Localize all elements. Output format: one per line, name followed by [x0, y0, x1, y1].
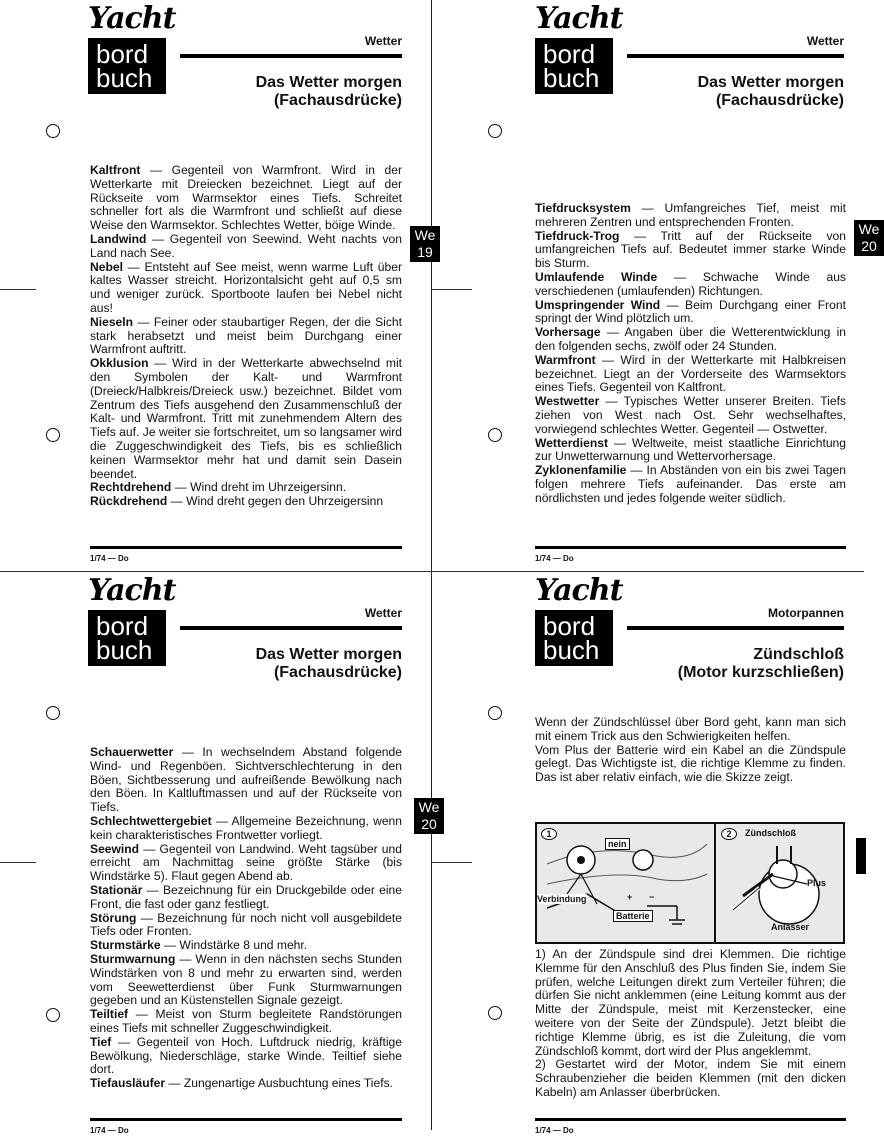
logo-script: Yacht: [88, 1, 176, 36]
title-line2: (Motor kurzschließen): [677, 664, 844, 681]
category-label: Wetter: [364, 606, 402, 620]
footer-code: 1/74 — Do: [535, 554, 574, 563]
logo-line1: bord: [96, 39, 149, 69]
logo-line1: bord: [543, 39, 596, 69]
entry: Sturmwarnung — Wenn in den nächsten sechs Stunden Windstärken von 8 und mehr zu erwarten sind, werden vom Seewetterdienst über Funk Sturmwarnungen gegeben und an Küstenstellen Signale gezeigt.: [90, 951, 402, 1008]
punch-hole: [488, 124, 502, 138]
logo-line2: buch: [543, 63, 600, 93]
entry: Sturmstärke — Windstärke 8 und mehr.: [90, 938, 308, 953]
entry: Nieseln — Feiner oder staubartiger Regen, der die Sicht stark herabsetzt und meist beim Durchgang einer Warmfront auftritt.: [90, 314, 402, 357]
tab-code: We: [418, 799, 440, 815]
logo-line2: buch: [96, 63, 153, 93]
step-paragraph: 2) Gestartet wird der Motor, indem Sie mit einem Schraubenzieher die beiden Klemmen (mit den dicken Kabeln) am Anlasser überbrücken.: [535, 1057, 846, 1099]
tab-number: 20: [861, 238, 877, 254]
logo-box: [535, 610, 613, 666]
label-anlasser: Anlasser: [771, 922, 810, 932]
entry: Nebel — Entsteht auf See meist, wenn warme Luft über kaltes Wasser streicht. Horizontalsicht geht auf 0,5 sm und weniger zurück. Sportboote laufen bei Nebel nicht aus!: [90, 259, 402, 315]
intro-text: [535, 716, 846, 785]
footer-rule: [535, 1118, 846, 1121]
footer-code: 1/74 — Do: [90, 554, 129, 563]
entry: Landwind — Gegenteil von Seewind. Weht nachts von Land nach See.: [90, 231, 402, 260]
entry: Schauerwetter — In wechselndem Abstand folgende Wind- und Regenböen. Sichtverschlechterung in den Böen, Sichtbesserung und aufreißende Bewölkung nach den Böen. In Kaltluftmassen und auf der Rückseite von Tiefs.: [90, 745, 402, 815]
yacht-bordbuch-logo: [88, 2, 188, 94]
entry: Umlaufende Winde — Schwache Winde aus verschiedenen (umlaufenden) Richtungen.: [535, 269, 846, 298]
header-rule: [180, 54, 402, 58]
card-title: [698, 74, 844, 110]
section-tab: [854, 220, 884, 256]
title-line1: Das Wetter morgen: [255, 74, 402, 91]
logo-script: Yacht: [88, 573, 176, 608]
sketch-number-1: 1: [541, 828, 557, 840]
card-wetter-19: [0, 0, 436, 565]
punch-hole: [46, 706, 60, 720]
punch-hole: [488, 428, 502, 442]
glossary-body: [535, 202, 846, 506]
card-title: [256, 74, 402, 110]
card-motorpannen: [432, 572, 864, 1137]
entry: Tiefausläufer — Zungenartige Ausbuchtung eines Tiefs.: [90, 1076, 393, 1091]
punch-hole: [46, 124, 60, 138]
punch-hole: [488, 1006, 502, 1020]
tab-code: We: [858, 221, 880, 237]
logo-box: [535, 38, 613, 94]
title-line1: Das Wetter morgen: [697, 74, 844, 91]
logo-line1: bord: [543, 611, 596, 641]
entry: Rückdrehend — Wind dreht gegen den Uhrzeigersinn: [90, 494, 384, 509]
logo-script: Yacht: [535, 573, 623, 608]
entry: Tiefdruck-Trog — Tritt auf der Rückseite von umfangreichen Tiefs auf. Bedeutet immer starke Winde bis Sturm.: [535, 228, 846, 271]
tab-number: 20: [421, 816, 437, 832]
logo-box: [88, 38, 166, 94]
footer-code: 1/74 — Do: [90, 1126, 129, 1135]
title-line1: Zündschloß: [753, 646, 844, 663]
entry: Stationär — Bezeichnung für ein Druckgebilde oder eine Front, die fast oder ganz festliegt.: [90, 882, 402, 911]
instruction-steps: [535, 948, 846, 1100]
logo-line1: bord: [96, 611, 149, 641]
entry: Tief — Gegenteil von Hoch. Luftdruck niedrig, kräftige Bewölkung, Niederschläge, starke Winde. Teiltief siehe dort.: [90, 1034, 402, 1077]
tab-number: 19: [417, 244, 433, 260]
section-tab: [856, 838, 866, 874]
entry: Umspringender Wind — Beim Durchgang einer Front springt der Wind plötzlich um.: [535, 297, 846, 326]
entry: Teiltief — Meist von Sturm begleitete Randstörungen eines Tiefs mit schneller Zuggeschwindigkeit.: [90, 1007, 402, 1035]
category-label: Motorpannen: [768, 606, 844, 620]
label-verbindung: Verbindung: [537, 894, 587, 904]
entry: Störung — Bezeichnung für noch nicht voll ausgebildete Tiefs oder Fronten.: [90, 910, 402, 939]
sketch-number-2: 2: [721, 828, 737, 840]
glossary-body: [90, 746, 402, 1091]
yacht-bordbuch-logo: [88, 574, 188, 666]
label-minus-sign: −: [649, 892, 655, 902]
title-line1: Das Wetter morgen: [255, 646, 402, 663]
glossary-body: [90, 164, 402, 509]
title-line2: (Fachausdrücke): [273, 92, 402, 109]
logo-line2: buch: [543, 635, 600, 665]
label-batterie: Batterie: [613, 910, 653, 922]
entry: Seewind — Gegenteil von Landwind. Weht tagsüber und erreicht am Nachmittag seine größte Stärke (bis Windstärke 5). Flaut gegen Abend ab.: [90, 841, 402, 884]
entry: Westwetter — Typisches Wetter unserer Breiten. Tiefs ziehen von West nach Ost. Sehr wechselhaftes, vorwiegend schlechtes Wetter. Gegenteil — Ostwetter.: [535, 394, 846, 436]
footer-code: 1/74 — Do: [535, 1126, 574, 1135]
entry: Schlechtwettergebiet — Allgemeine Bezeichnung, wenn kein charakteristisches Frontwetter vorliegt.: [90, 813, 402, 842]
entry: Okklusion — Wird in der Wetterkarte abwechselnd mit den Symbolen der Kalt- und Warmfront (Dreieck/Halbkreis/Dreieck usw.) bezeichnet. Bildet vom Zentrum des Tiefs ausgehend den Zusammenschluß der Kalt- und Warmfront. Tritt mit zunehmendem Altern des Tiefs auf. Je weiter sie fortschreitet, um so langsamer wird die Zuggeschwindigkeit des Tiefs, bis es schließlich keinen Warmsektor mehr hat und damit sein Dasein beendet.: [90, 356, 402, 481]
entry: Tiefdrucksystem — Umfangreiches Tief, meist mit mehreren Zentren und entsprechenden Fronten.: [535, 201, 846, 229]
card-wetter-20b: [0, 572, 440, 1137]
logo-line2: buch: [96, 635, 153, 665]
punch-hole: [488, 706, 502, 720]
logo-script: Yacht: [535, 1, 623, 36]
title-line2: (Fachausdrücke): [273, 664, 402, 681]
label-plus-sign: +: [627, 892, 633, 902]
label-nein: nein: [605, 838, 630, 850]
entry: Warmfront — Wird in der Wetterkarte mit Halbkreisen bezeichnet. Liegt an der Vorderseite des Warmsektors eines Tiefs. Gegenteil von Kaltfront.: [535, 352, 846, 395]
header-rule: [180, 626, 402, 630]
intro-paragraph: Vom Plus der Batterie wird ein Kabel an die Zündspule gelegt. Das Wichtigste ist, die richtige Klemme zu finden. Das ist aber relativ einfach, wie die Skizze zeigt.: [535, 742, 846, 785]
logo-box: [88, 610, 166, 666]
entry: Kaltfront — Gegenteil von Warmfront. Wird in der Wetterkarte mit Dreiecken bezeichnet. Liegt auf der Rückseite vom Warmsektor eines Tiefs. Schreitet schneller fort als die Warmfront und schließt auf diese Weise den Warmsektor. Schlechtes Wetter, böige Winde.: [90, 163, 402, 233]
yacht-bordbuch-logo: [535, 2, 635, 94]
intro-paragraph: Wenn der Zündschlüssel über Bord geht, kann man sich mit einem Trick aus den Schwierigkeiten helfen.: [535, 715, 846, 743]
tab-code: We: [414, 227, 436, 243]
step-paragraph: 1) An der Zündspule sind drei Klemmen. Die richtige Klemme für den Anschluß des Plus finden Sie, indem Sie prüfen, welche Leitungen direkt zum Verteiler führen; die dürfen Sie nicht anklemmen (eine Leitung kommt aus der Mitte der Zündspule, meist mit Kerzenstecker, eine weitere von der Seite der Zündspule). Jetzt bleibt die richtige Klemme übrig, es ist die Zuleitung, die vom Zündschloß kommt, dort wird der Plus angeklemmt.: [535, 947, 846, 1058]
category-label: Wetter: [806, 34, 844, 48]
footer-rule: [535, 546, 846, 549]
entry: Rechtdrehend — Wind dreht im Uhrzeigersinn.: [90, 480, 347, 495]
entry: Zyklonenfamilie — In Abständen von ein bis zwei Tagen folgen mehrere Tiefs aufeinander. Das erste am nördlichsten und jedes folgende weiter südlich.: [535, 463, 846, 505]
entry: Vorhersage — Angaben über die Wetterentwicklung in den folgenden sechs, zwölf oder 24 Stunden.: [535, 325, 846, 353]
wiring-sketch: [535, 822, 845, 944]
punch-hole: [46, 428, 60, 442]
header-rule: [627, 54, 844, 58]
header-rule: [627, 626, 844, 630]
card-title: [678, 646, 844, 682]
label-plus: Plus: [807, 878, 827, 888]
label-zuendschloss: Zündschloß: [745, 828, 796, 838]
footer-rule: [90, 546, 402, 549]
title-line2: (Fachausdrücke): [715, 92, 844, 109]
entry: Wetterdienst — Weltweite, meist staatliche Einrichtung zur Unwetterwarnung und Wettervorhersage.: [535, 435, 846, 464]
card-wetter-20: [432, 0, 880, 565]
yacht-bordbuch-logo: [535, 574, 635, 666]
punch-hole: [46, 1008, 60, 1022]
footer-rule: [90, 1118, 402, 1121]
card-title: [256, 646, 402, 682]
category-label: Wetter: [364, 34, 402, 48]
